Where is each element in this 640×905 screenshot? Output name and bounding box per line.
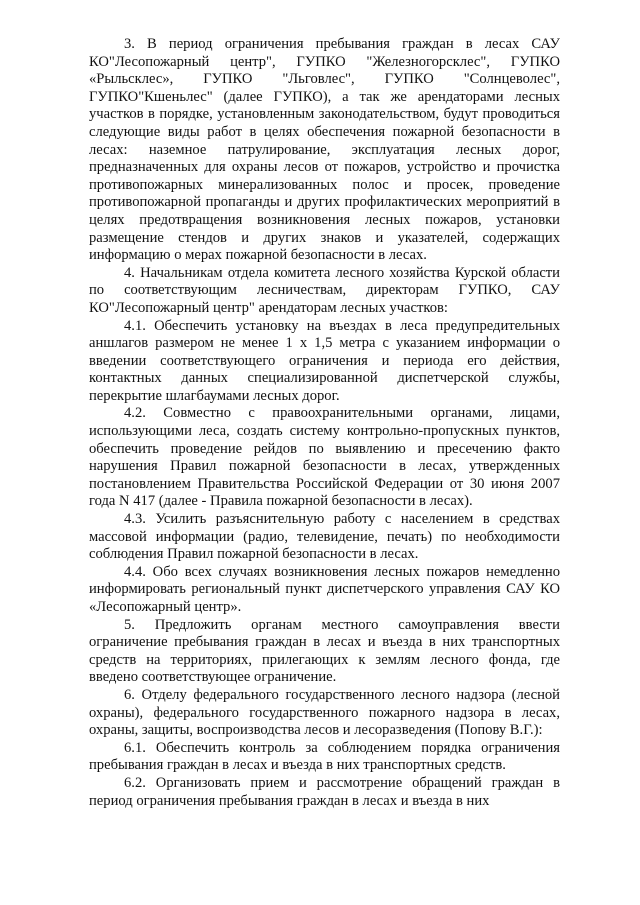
paragraph-6-2: 6.2. Организовать прием и рассмотрение обращений граждан в период ограничения пребывания граждан в лесах и въезда в них xyxy=(89,774,560,809)
paragraph-6: 6. Отделу федерального государственного лесного надзора (лесной охраны), федерального государственного пожарного надзора в лесах, охраны, защиты, воспроизводства лесов и лесоразведения (Попову В.Г.): xyxy=(89,686,560,739)
paragraph-4-1: 4.1. Обеспечить установку на въездах в леса предупредительных аншлагов размером не менее 1 х 1,5 метра с указанием информации о введении соответствующего ограничения и периода его действия, контактных данных специализированной диспетчерской службы, перекрытие шлагбаумами лесных дорог. xyxy=(89,317,560,404)
paragraph-4-3: 4.3. Усилить разъяснительную работу с населением в средствах массовой информации (радио, телевидение, печать) по необходимости соблюдения Правил пожарной безопасности в лесах. xyxy=(89,511,560,563)
paragraph-5: 5. Предложить органам местного самоуправления ввести ограничение пребывания граждан в лесах и въезда в них транспортных средств на территориях, прилегающих к землям лесного фонда, где введено соответствующее ограничение. xyxy=(89,616,560,686)
paragraph-4-4: 4.4. Обо всех случаях возникновения лесных пожаров немедленно информировать региональный пункт диспетчерского управления САУ КО «Лесопожарный центр». xyxy=(89,563,560,615)
paragraph-6-1: 6.1. Обеспечить контроль за соблюдением порядка ограничения пребывания граждан в лесах и въезда в них транспортных средств. xyxy=(89,739,560,774)
paragraph-3: 3. В период ограничения пребывания граждан в лесах САУ КО"Лесопожарный центр", ГУПКО "Железногорсклес", ГУПКО «Рыльсклес», ГУПКО "Льговлес", ГУПКО "Солнцеволес", ГУПКО"Кшеньлес" (далее ГУПКО), а так же арендаторами лесных участков в порядке, установленным законодательством, будут проводиться следующие виды работ в целях обеспечения пожарной безопасности в лесах: наземное патрулирование, эксплуатация лесных дорог, предназначенных для охраны лесов от пожаров, устройство и прочистка противопожарных минерализованных полос и просек, проведение противопожарной пропаганды и других профилактических мероприятий в целях предотвращения возникновения лесных пожаров, установки размещение стендов и других знаков и указателей, содержащих информацию о мерах пожарной безопасности в лесах. xyxy=(89,36,560,264)
paragraph-4-2: 4.2. Совместно с правоохранительными органами, лицами, использующими леса, создать систему контрольно-пропускных пунктов, обеспечить проведение рейдов по выявлению и пресечению факто нарушения Правил пожарной безопасности в лесах, утвержденных постановлением Правительства Российской Федерации от 30 июня 2007 года N 417 (далее - Правила пожарной безопасности в лесах). xyxy=(89,405,560,510)
document-page xyxy=(89,36,560,810)
paragraph-4: 4. Начальникам отдела комитета лесного хозяйства Курской области по соответствующим лесничествам, директорам ГУПКО, САУ КО"Лесопожарный центр" арендаторам лесных участков: xyxy=(89,264,560,316)
